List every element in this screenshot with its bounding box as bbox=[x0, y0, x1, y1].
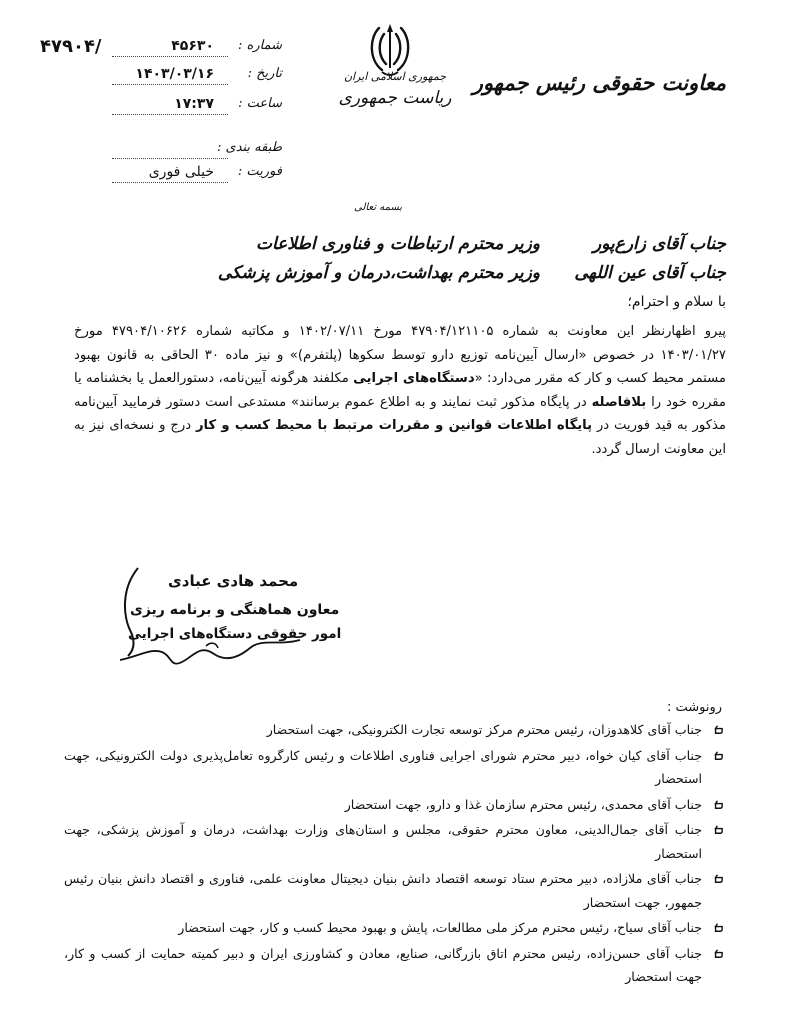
cc-heading: رونوشت : bbox=[666, 700, 722, 715]
body-text-1: پیرو اظهارنظر این معاونت به شماره ۴۷۹۰۴/۱۲۱۱۰۵ مورخ ۱۴۰۲/۰۷/۱۱ و مکاتبه شماره ۴۷۹۰۴/۱۰۶۲۶ مورخ ۱۴۰۳/۰۱/۲۷ در خصوص «ارسال آیین‌نامه توزیع دارو توسط سکوها (پلتفرم)» و نیز ماده ۳۰ الحاقی به قانون بهبود مستمر محیط کسب و کار که مقرر می‌دارد: « bbox=[74, 324, 726, 386]
pointing-hand-icon bbox=[709, 920, 724, 935]
meta-time-line bbox=[112, 114, 228, 115]
addressee-2-title: وزیر محترم بهداشت،درمان و آموزش پزشکی bbox=[217, 263, 540, 283]
meta-number-line bbox=[112, 56, 228, 57]
meta-number-label: شماره : bbox=[238, 38, 282, 53]
addressee-1-name: جناب آقای زارع‌پور bbox=[592, 234, 726, 254]
greeting: با سلام و احترام؛ bbox=[627, 294, 726, 310]
meta-classification-row bbox=[112, 140, 282, 164]
meta-priority-value: خیلی فوری bbox=[148, 164, 214, 180]
body-text-4: درج و نسخه‌ای نیز به این معاونت ارسال گردد. bbox=[74, 418, 726, 457]
meta-number-row bbox=[112, 38, 282, 62]
meta-date-label: تاریخ : bbox=[247, 66, 282, 81]
cc-item-text: جناب آقای کلاهدوزان، رئیس محترم مرکز توسعه تجارت الکترونیکی، جهت استحضار bbox=[266, 722, 702, 737]
meta-date-row bbox=[112, 66, 282, 90]
cc-item bbox=[64, 718, 724, 742]
cc-item bbox=[64, 942, 724, 989]
cc-item bbox=[64, 818, 724, 865]
cc-item bbox=[64, 916, 724, 940]
meta-time-row bbox=[112, 96, 282, 120]
government-line: جمهوری اسلامی ایران bbox=[343, 70, 447, 83]
body-bold-2: بلافاصله bbox=[591, 394, 647, 410]
body-paragraph bbox=[74, 320, 726, 461]
pointing-hand-icon bbox=[709, 722, 724, 737]
cc-item-text: جناب آقای جمال‌الدینی، معاون محترم حقوقی، مجلس و استان‌های وزارت بهداشت، درمان و آموزش پزشکی، جهت استحضار bbox=[64, 822, 702, 861]
body-text-2: مکلفند هرگونه آیین‌نامه، دستورالعمل یا بخشنامه یا مقرره خود را bbox=[74, 371, 726, 410]
body-text-3: در پایگاه مذکور ثبت نمایند و به اطلاع عموم برسانند» مستدعی است دستور فرمایید آیین‌نامه مذکور به قید فوریت در bbox=[74, 394, 726, 433]
pointing-hand-icon bbox=[709, 797, 724, 812]
pointing-hand-icon bbox=[709, 822, 724, 837]
meta-priority-line bbox=[112, 182, 228, 183]
signer-name: محمد هادی عبادی bbox=[168, 572, 299, 590]
bismillah: بسمه تعالی bbox=[354, 202, 403, 213]
cc-item-text: جناب آقای کیان خواه، دبیر محترم شورای اجرایی فناوری اطلاعات و رئیس کارگروه تعامل‌پذیری دولت الکترونیکی، جهت استحضار bbox=[64, 747, 702, 786]
meta-priority-label: فوریت : bbox=[237, 164, 282, 179]
cc-item bbox=[64, 793, 724, 817]
addressee-1-title: وزیر محترم ارتباطات و فناوری اطلاعات bbox=[255, 234, 540, 254]
signer-title-1: معاون هماهنگی و برنامه ریزی bbox=[130, 602, 340, 618]
meta-priority-row bbox=[112, 164, 282, 188]
presidency-line: ریاست جمهوری bbox=[338, 88, 452, 108]
meta-date-value: ۱۴۰۳/۰۳/۱۶ bbox=[135, 66, 214, 82]
meta-time-value: ۱۷:۳۷ bbox=[174, 96, 214, 112]
body-bold-1: دستگاه‌های اجرایی bbox=[353, 371, 475, 386]
cc-item-text: جناب آقای ملازاده، دبیر محترم ستاد توسعه اقتصاد دانش بنیان دیجیتال معاونت علمی، فناوری و اقتصاد دانش بنیان رئیس جمهور، جهت استحضار bbox=[64, 871, 702, 910]
meta-date-line bbox=[112, 84, 228, 85]
cc-item bbox=[64, 744, 724, 791]
document-number: ۴۷۹۰۴/ bbox=[40, 36, 102, 57]
cc-item-text: جناب آقای حسن‌زاده، رئیس محترم اتاق بازرگانی، صنایع، معادن و کشاورزی ایران و دبیر کمیته حمایت از کسب و کار، جهت استحضار bbox=[64, 945, 702, 984]
cc-item bbox=[64, 867, 724, 914]
cc-list bbox=[64, 718, 724, 991]
pointing-hand-icon bbox=[709, 748, 724, 763]
signer-title-2: امور حقوقی دستگاه‌های اجرایی bbox=[128, 626, 342, 642]
cc-item-text: جناب آقای محمدی، رئیس محترم سازمان غذا و دارو، جهت استحضار bbox=[344, 796, 702, 812]
pointing-hand-icon bbox=[709, 871, 724, 886]
body-bold-3: پایگاه اطلاعات قوانین و مقررات مرتبط با محیط کسب و کار bbox=[195, 418, 593, 433]
meta-time-label: ساعت : bbox=[238, 96, 282, 111]
pointing-hand-icon bbox=[709, 946, 724, 961]
meta-number-value: ۴۵۶۳۰ bbox=[171, 38, 214, 54]
cc-item-text: جناب آقای سیاح، رئیس محترم مرکز ملی مطالعات، پایش و بهبود محیط کسب و کار، جهت استحضار bbox=[178, 920, 702, 935]
meta-classification-label: طبقه بندی : bbox=[217, 140, 282, 155]
meta-classification-line bbox=[112, 158, 228, 159]
office-title: معاونت حقوقی رئیس جمهور bbox=[472, 70, 726, 95]
addressee-2-name: جناب آقای عین اللهی bbox=[574, 263, 726, 283]
